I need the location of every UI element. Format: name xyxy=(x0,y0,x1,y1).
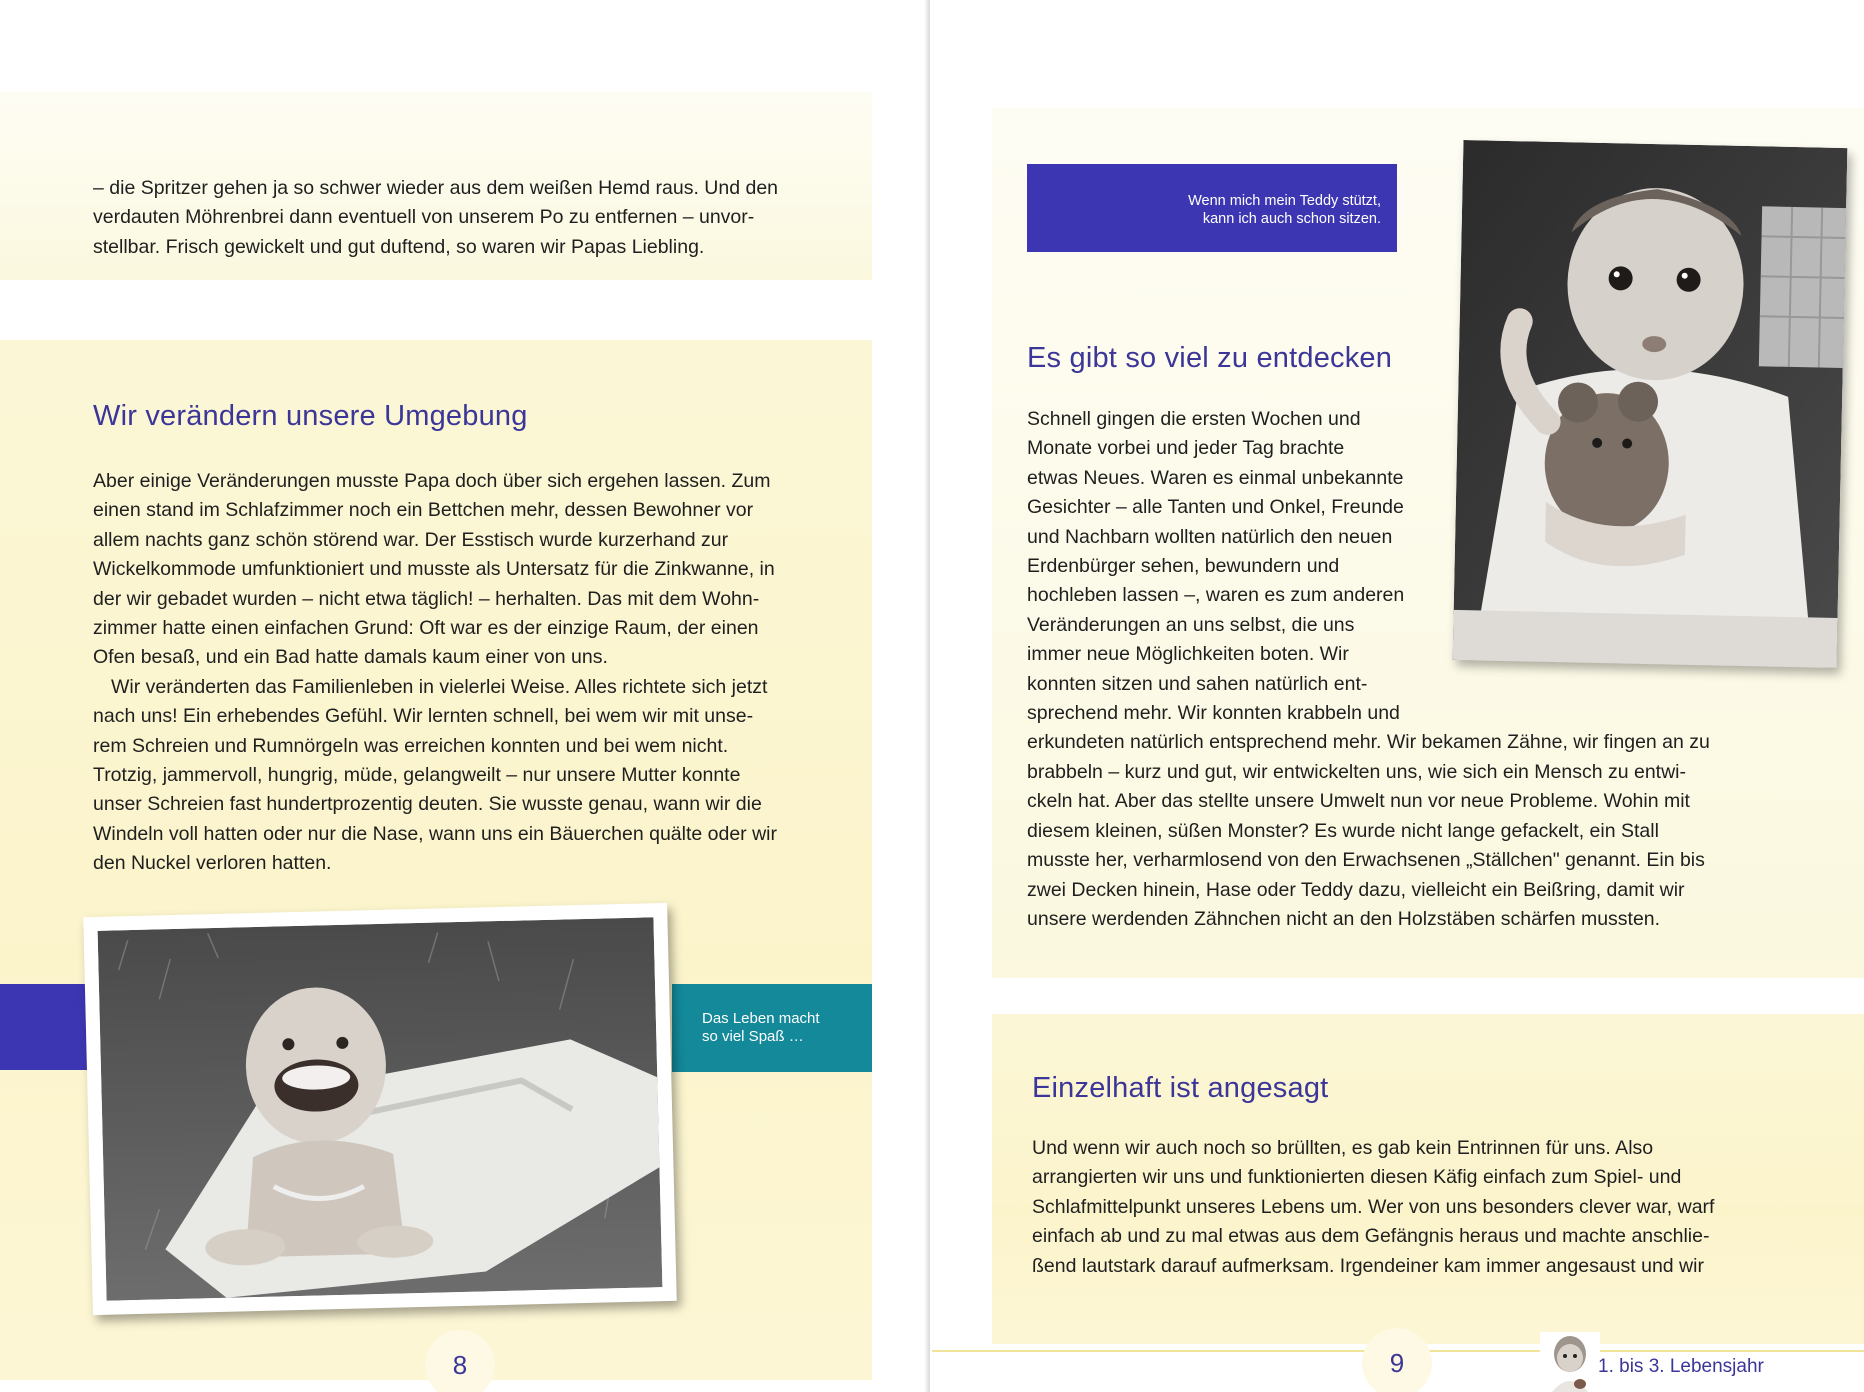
section-heading-discover: Es gibt so viel zu entdecken xyxy=(1027,342,1393,374)
text-line: zimmer hatte einen einfachen Grund: Oft war es der einzige Raum, der einen xyxy=(93,617,759,640)
text-line: nach uns! Ein erhebendes Gefühl. Wir lernten schnell, bei wem wir mit unse- xyxy=(93,705,754,728)
text-line: Gesichter – alle Tanten und Onkel, Freunde xyxy=(1027,496,1404,519)
text-line: sprechend mehr. Wir konnten krabbeln und xyxy=(1027,702,1400,725)
baby-thumbnail-icon xyxy=(1540,1332,1600,1392)
text-line: erkundeten natürlich entsprechend mehr. Wir bekamen Zähne, wir fingen an zu xyxy=(1027,731,1710,754)
text-line: und Nachbarn wollten natürlich den neuen xyxy=(1027,525,1393,548)
text-line: Und wenn wir auch noch so brüllten, es gab kein Entrinnen für uns. Also xyxy=(1032,1137,1654,1159)
section-heading-confinement: Einzelhaft ist angesagt xyxy=(1032,1072,1329,1104)
caption-line: kann ich auch schon sitzen. xyxy=(1202,211,1381,227)
section-text-confinement xyxy=(1032,1134,1752,1281)
caption-box-purple xyxy=(1027,164,1397,252)
text-line: arrangierten wir uns und funktionierten diesen Käfig einfach zum Spiel- und xyxy=(1032,1166,1682,1189)
intro-line: stellbar. Frisch gewickelt und gut duftend, so waren wir Papas Liebling. xyxy=(93,235,705,258)
text-line: den Nuckel verloren hatten. xyxy=(93,852,332,875)
text-line: Trotzig, jammervoll, hungrig, müde, gelangweilt – nur unsere Mutter konnte xyxy=(93,764,741,787)
text-line: zwei Decken hinein, Hase oder Teddy dazu, vielleicht ein Beißring, damit wir xyxy=(1027,878,1685,901)
intro-line: verdauten Möhrenbrei dann eventuell von unserem Po zu entfernen – unvor- xyxy=(93,206,755,229)
caption-box-teal xyxy=(672,984,872,1072)
section-text xyxy=(93,467,863,879)
page-number: 9 xyxy=(1389,1348,1405,1378)
text-line: diesem kleinen, süßen Monster? Es wurde nicht lange gefackelt, ein Stall xyxy=(1027,819,1659,842)
right-page xyxy=(932,0,1864,1392)
caption-line: so viel Spaß … xyxy=(702,1028,804,1045)
text-line: Monate vorbei und jeder Tag brachte xyxy=(1027,437,1345,460)
text-line: unser Schreien fast hundertprozentig deuten. Sie wusste genau, wann wir die xyxy=(93,793,762,816)
text-line: Wir veränderten das Familienleben in vielerlei Weise. Alles richtete sich jetzt xyxy=(111,675,768,698)
text-line: ckeln hat. Aber das stellte unsere Umwelt nun vor neue Probleme. Wohin mit xyxy=(1027,790,1690,813)
text-line: Veränderungen an uns selbst, die uns xyxy=(1027,613,1355,636)
text-line: Schlafmittelpunkt unseres Lebens um. Wer von uns besonders clever war, warf xyxy=(1032,1195,1715,1218)
text-line: allem nachts ganz schön störend war. Der Esstisch wurde kurzerhand zur xyxy=(93,528,729,551)
text-line: Schnell gingen die ersten Wochen und xyxy=(1027,408,1361,430)
text-line: Erdenbürger sehen, bewundern und xyxy=(1027,555,1340,578)
text-line: musste her, verharmlosend von den Erwachsenen „Ställchen" genannt. Ein bis xyxy=(1027,849,1705,872)
text-line: der wir gebadet wurden – nicht etwa täglich! – herhalten. Das mit dem Wohn- xyxy=(93,587,760,610)
text-line: konnten sitzen und sahen natürlich ent- xyxy=(1027,672,1368,695)
text-line: etwas Neues. Waren es einmal unbekannte xyxy=(1027,466,1404,489)
caption-line: Das Leben macht xyxy=(702,1010,820,1027)
section-text-discover xyxy=(1027,405,1747,934)
photo-laughing-baby xyxy=(83,903,677,1315)
page-number: 8 xyxy=(452,1350,468,1380)
text-line: unsere werdenden Zähnchen nicht an den Holzstäben schärfen mussten. xyxy=(1027,907,1661,930)
laughing-baby-image xyxy=(98,917,663,1300)
purple-band xyxy=(0,984,90,1070)
text-line: einen stand im Schlafzimmer noch ein Bettchen mehr, dessen Bewohner vor xyxy=(93,499,754,522)
text-line: hochleben lassen –, waren es zum anderen xyxy=(1027,584,1405,607)
text-line: einfach ab und zu mal etwas aus dem Gefängnis heraus und machte anschlie- xyxy=(1032,1225,1710,1248)
text-line: brabbeln – kurz und gut, wir entwickelten uns, wie sich ein Mensch zu entwi- xyxy=(1027,760,1686,783)
text-line: immer neue Möglichkeiten boten. Wir xyxy=(1027,643,1349,666)
text-line: Windeln voll hatten oder nur die Nase, wann uns ein Bäuerchen quälte oder wir xyxy=(93,822,777,845)
caption-line: Wenn mich mein Teddy stützt, xyxy=(1188,193,1381,209)
intro-line: – die Spritzer gehen ja so schwer wieder aus dem weißen Hemd raus. Und den xyxy=(93,177,779,199)
text-line: Aber einige Veränderungen musste Papa doch über sich ergehen lassen. Zum xyxy=(93,470,771,492)
text-line: rem Schreien und Rumnörgeln was erreichen konnten und bei wem nicht. xyxy=(93,734,729,757)
text-line: Wickelkommode umfunktioniert und musste als Untersatz für die Zinkwanne, in xyxy=(93,558,775,581)
chapter-label: 1. bis 3. Lebensjahr xyxy=(1598,1356,1764,1377)
spine-shadow xyxy=(924,0,930,1392)
section-heading: Wir verändern unsere Umgebung xyxy=(93,400,528,432)
text-line: Ofen besaß, und ein Bad hatte damals kaum einer von uns. xyxy=(93,646,608,669)
text-line: ßend lautstark darauf aufmerksam. Irgendeiner kam immer angesaust und wir xyxy=(1032,1254,1704,1277)
intro-text xyxy=(93,174,853,262)
